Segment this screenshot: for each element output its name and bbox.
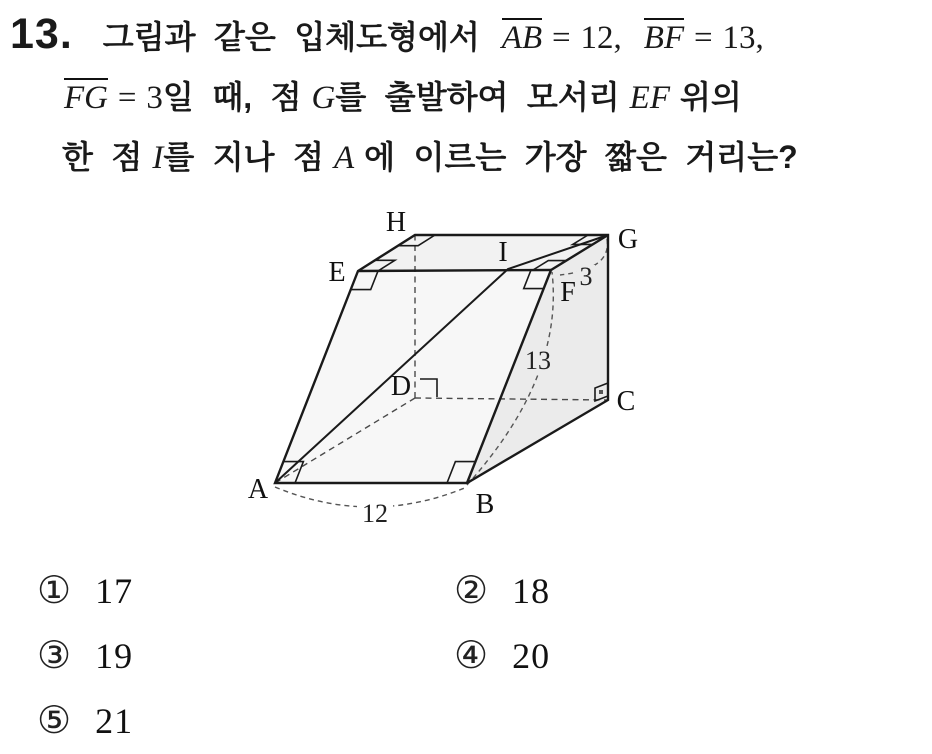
vertex-label-C: C [616,386,636,417]
edge-EF-ref: EF [629,80,670,116]
dim-label-13: 13 [525,346,551,375]
question-text-2b: 를 출발하여 모서리 [335,79,620,115]
choice-marker-4: ④ [454,635,489,677]
question-text-2a: 일 때, 점 [162,79,302,115]
value-FG: = 3 [117,80,163,116]
segment-BF: BF [643,20,685,56]
question-text-3c: 에 이르는 가장 짧은 거리는? [364,139,798,175]
answer-choice-4 [454,635,550,677]
choice-value-5: 21 [95,701,134,741]
choice-value-2: 18 [512,571,551,611]
choice-marker-1: ① [37,570,72,612]
dim-label-12: 12 [362,499,388,528]
vertex-label-F: F [560,277,576,308]
vertex-label-B: B [475,489,495,520]
point-G-ref: G [311,80,336,116]
question-text-1: 그림과 같은 입체도형에서 [102,19,480,55]
choice-value-4: 20 [512,636,551,676]
vertex-label-G: G [617,224,639,255]
choice-value-1: 17 [95,571,134,611]
choice-marker-3: ③ [37,635,72,677]
question-line-3 [62,132,798,178]
segment-AB: AB [501,20,543,56]
choice-marker-5: ⑤ [37,700,72,742]
vertex-label-D: D [390,371,412,402]
vertex-label-E: E [328,257,346,288]
vertex-label-H: H [385,207,407,238]
point-A-ref: A [333,140,355,176]
right-angle-C-dot [599,390,603,394]
answer-choice-3 [37,635,133,677]
edge-EF [358,270,551,271]
vertex-label-A: A [247,474,269,505]
question-text-3b: 를 지나 점 [163,139,324,175]
answer-choice-1 [37,570,133,612]
segment-FG: FG [64,80,108,116]
question-number: 13. [10,10,73,58]
dim-label-3: 3 [579,262,593,291]
question-line-2 [64,72,742,118]
answer-choice-5 [37,700,133,742]
answer-choice-2 [454,570,550,612]
question-line-1 [10,10,764,59]
question-text-2c: 위의 [679,79,742,115]
question-text-3a: 한 점 [62,139,143,175]
vertex-label-I: I [498,237,508,268]
point-I-ref: I [152,140,164,176]
choice-marker-2: ② [454,570,489,612]
value-BF: = 13, [694,20,764,56]
value-AB: = 12, [552,20,622,56]
choice-value-3: 19 [95,636,134,676]
solid-figure [230,195,670,540]
